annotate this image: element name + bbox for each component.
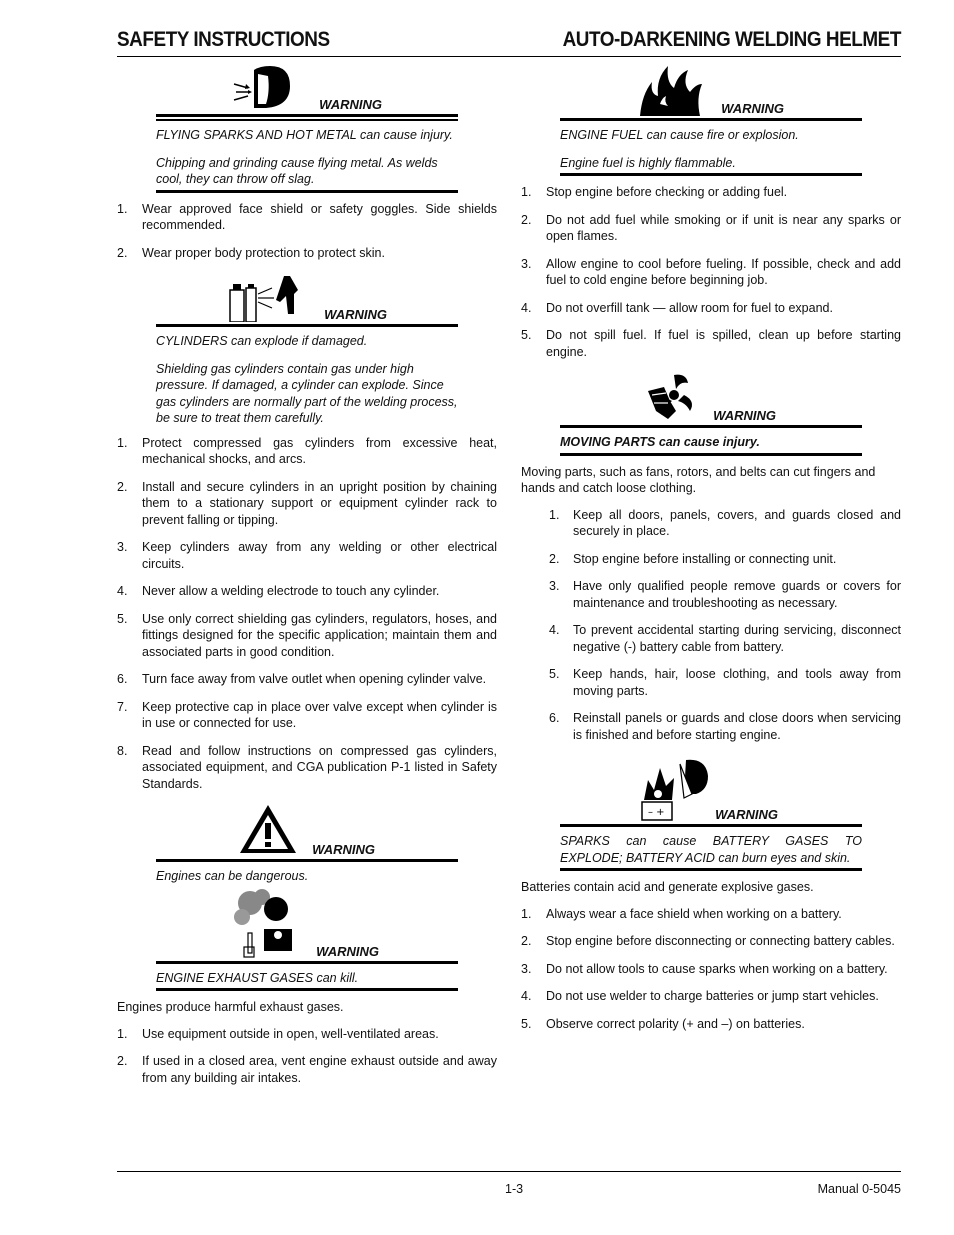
list-item: 5. Use only correct shielding gas cylinders, regulators, hoses, and fittings designed for the specific application; maintain them and associated parts in good condition.	[117, 611, 497, 659]
warning-label: WARNING	[721, 101, 784, 116]
exhaust-intro: Engines produce harmful exhaust gases.	[117, 1000, 344, 1014]
list-item: 4. To prevent accidental starting during servicing, disconnect negative (-) battery cable from battery.	[549, 623, 901, 654]
warning-fuel	[560, 62, 862, 176]
left-column	[117, 62, 497, 1097]
fuel-list	[521, 184, 901, 360]
list-item: 1. Use equipment outside in open, well-ventilated areas.	[117, 1026, 439, 1041]
warning-label: WARNING	[316, 943, 379, 959]
list-item: 1. Keep all doors, panels, covers, and guards closed and securely in place.	[549, 507, 901, 538]
warning-cylinders	[156, 272, 458, 427]
list-item: 5. Observe correct polarity (+ and –) on batteries.	[521, 1016, 805, 1031]
warning-text: Engines can be dangerous.	[156, 869, 309, 883]
list-item: 1. Stop engine before checking or adding fuel.	[521, 185, 788, 199]
list-item: 1. Always wear a face shield when working on a battery.	[521, 906, 842, 921]
list-item: 6. Turn face away from valve outlet when opening cylinder valve.	[117, 672, 487, 686]
warning-text: MOVING PARTS can cause injury.	[560, 435, 760, 449]
warning-label: WARNING	[715, 807, 778, 822]
warning-text: FLYING SPARKS AND HOT METAL can cause injury.	[156, 128, 453, 142]
warning-engines	[156, 803, 458, 885]
gas-cylinder-explosion-icon	[228, 274, 304, 322]
right-column	[521, 62, 901, 1043]
face-shield-sparks-icon	[232, 62, 302, 112]
warning-moving-parts	[560, 371, 862, 456]
header-right-title: AUTO-DARKENING WELDING HELMET	[562, 28, 901, 51]
list-item: 8. Read and follow instructions on compressed gas cylinders, associated equipment, and CGA publication P-1 listed in Safety Standards.	[117, 743, 497, 791]
battery-explosion-icon	[640, 754, 712, 822]
battery-intro: Batteries contain acid and generate explosive gases.	[521, 880, 814, 894]
list-item: 4. Do not use welder to charge batteries or jump start vehicles.	[521, 989, 879, 1003]
svg-text:– +: – +	[648, 807, 665, 818]
list-item: 3. Allow engine to cool before fueling. If possible, check and add fuel to cold engine before beginning job.	[521, 256, 901, 287]
warning-label: WARNING	[312, 842, 375, 857]
warning-text: ENGINE EXHAUST GASES can kill.	[156, 970, 359, 985]
list-item: 1. Wear approved face shield or safety goggles. Side shields recommended.	[117, 201, 497, 232]
list-item: 5. Keep hands, hair, loose clothing, and tools away from moving parts.	[549, 667, 901, 698]
page-header	[117, 28, 901, 57]
list-item: 2. Do not add fuel while smoking or if unit is near any sparks or open flames.	[521, 212, 901, 243]
warning-text: CYLINDERS can explode if damaged.	[156, 334, 368, 348]
battery-list	[521, 906, 901, 1033]
list-item: 3. Have only qualified people remove guards or covers for maintenance and troubleshooting as necessary.	[549, 579, 901, 610]
header-left-title: SAFETY INSTRUCTIONS	[117, 28, 330, 51]
list-item: 3. Keep cylinders away from any welding or other electrical circuits.	[117, 540, 497, 571]
warning-label: WARNING	[324, 307, 387, 322]
exclamation-triangle-icon	[238, 803, 298, 855]
warning-text: SPARKS can cause BATTERY GASES TO EXPLODE; BATTERY ACID can burn eyes and skin.	[560, 834, 862, 865]
list-item: 7. Keep protective cap in place over valve except when cylinder is in use or connected for use.	[117, 699, 497, 730]
flame-icon	[638, 64, 708, 116]
list-item: 2. If used in a closed area, vent engine exhaust outside and away from any building air intakes.	[117, 1054, 497, 1085]
warning-label: WARNING	[713, 408, 776, 423]
list-item: 3. Do not allow tools to cause sparks when working on a battery.	[521, 961, 888, 976]
page-number: 1-3	[505, 1182, 524, 1196]
cylinders-list	[117, 435, 497, 793]
list-item: 2. Stop engine before disconnecting or connecting battery cables.	[521, 934, 895, 948]
moving-intro: Moving parts, such as fans, rotors, and belts can cut fingers and hands and catch loose clothing.	[521, 464, 876, 495]
exhaust-fumes-icon	[234, 889, 302, 959]
warning-sparks	[156, 62, 458, 193]
warning-text: Shielding gas cylinders contain gas under high pressure. If damaged, a cylinder can explode. Since gas cylinders are normally part of the welding process, be sure to treat them carefully.	[156, 361, 458, 425]
list-item: 2. Install and secure cylinders in an upright position by chaining them to a stationary support or equipment cylinder rack to prevent falling or tipping.	[117, 479, 497, 527]
warning-text: Chipping and grinding cause flying metal. As welds cool, they can throw off slag.	[156, 155, 438, 186]
list-item: 1. Protect compressed gas cylinders from excessive heat, mechanical shocks, and arcs.	[117, 435, 497, 466]
list-item: 5. Do not spill fuel. If fuel is spilled, clean up before starting engine.	[521, 328, 901, 359]
list-item: 4. Do not overfill tank — allow room for fuel to expand.	[521, 300, 833, 315]
list-item: 2. Wear proper body protection to protect skin.	[117, 245, 385, 260]
footer-rule	[117, 1171, 901, 1172]
warning-text: ENGINE FUEL can cause fire or explosion.	[560, 128, 799, 142]
list-item: 4. Never allow a welding electrode to touch any cylinder.	[117, 584, 440, 598]
warning-exhaust	[156, 889, 458, 992]
moving-list	[521, 507, 901, 744]
sparks-list	[117, 201, 497, 262]
warning-text: Engine fuel is highly flammable.	[560, 155, 736, 170]
list-item: 6. Reinstall panels or guards and close doors when servicing is finished and before starting engine.	[549, 711, 901, 742]
manual-number: Manual 0-5045	[817, 1182, 901, 1196]
fan-hand-icon	[646, 371, 702, 423]
list-item: 2. Stop engine before installing or connecting unit.	[549, 551, 837, 566]
warning-battery	[560, 754, 862, 871]
exhaust-list	[117, 1026, 497, 1087]
warning-label: WARNING	[319, 97, 382, 112]
